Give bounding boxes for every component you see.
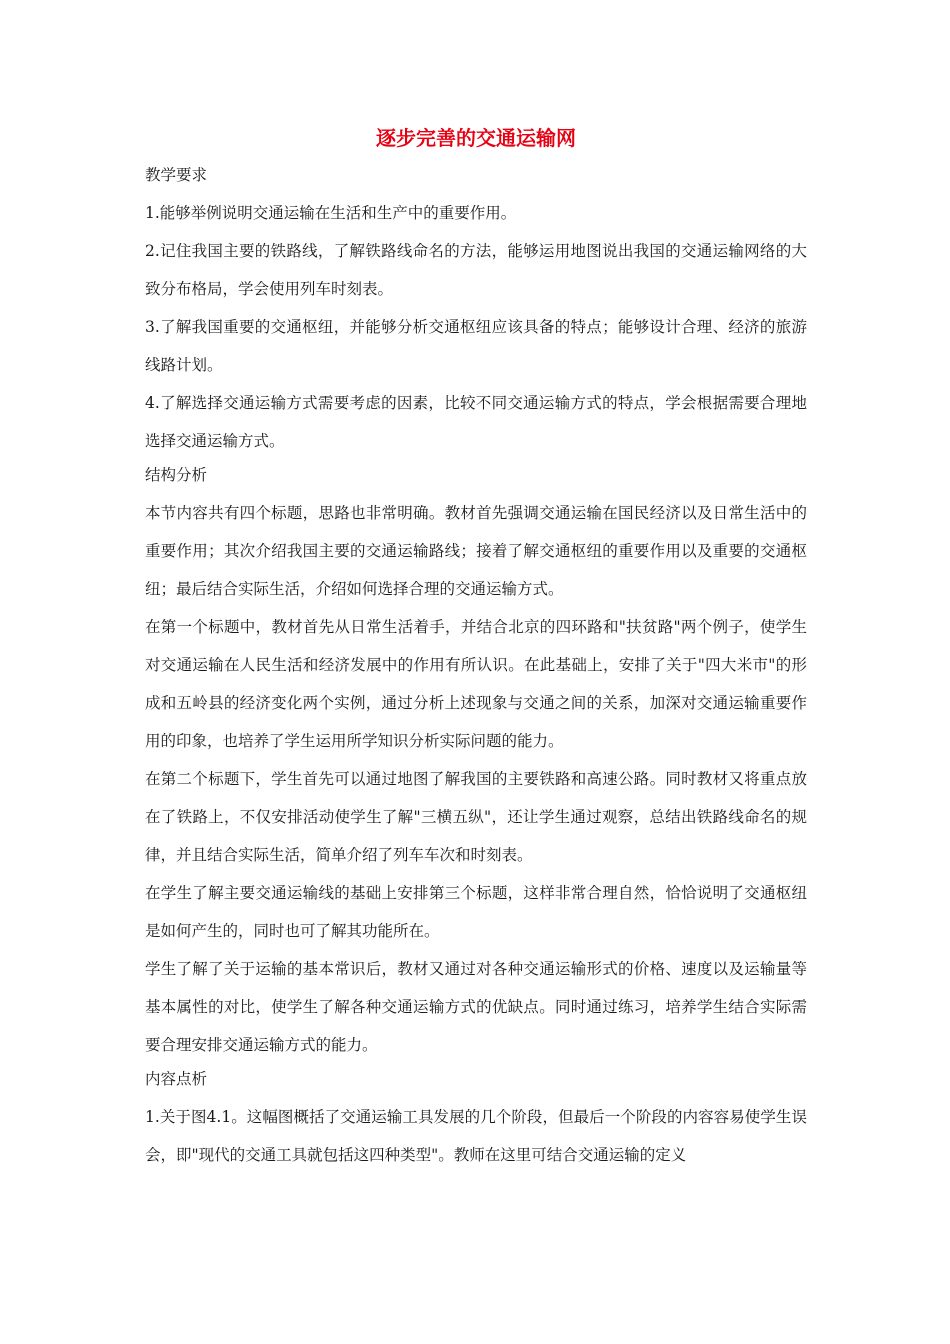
section-teaching-requirements	[145, 160, 807, 460]
paragraph: 本节内容共有四个标题，思路也非常明确。教材首先强调交通运输在国民经济以及日常生活中的重要作用；其次介绍我国主要的交通运输路线；接着了解交通枢纽的重要作用以及重要的交通枢纽；最后结合实际生活，介绍如何选择合理的交通运输方式。	[145, 504, 807, 598]
document-body	[145, 118, 807, 1174]
paragraph: 1.关于图4.1。这幅图概括了交通运输工具发展的几个阶段，但最后一个阶段的内容容易使学生误会，即"现代的交通工具就包括这四种类型"。教师在这里可结合交通运输的定义	[145, 1108, 807, 1164]
section-heading: 内容点析	[145, 1070, 208, 1088]
section-structure-analysis	[145, 460, 807, 1064]
section-heading: 结构分析	[145, 466, 208, 484]
paragraph: 3.了解我国重要的交通枢纽，并能够分析交通枢纽应该具备的特点；能够设计合理、经济的旅游线路计划。	[145, 318, 807, 374]
paragraph: 4.了解选择交通运输方式需要考虑的因素，比较不同交通运输方式的特点，学会根据需要合理地选择交通运输方式。	[145, 394, 807, 450]
paragraph: 在第二个标题下，学生首先可以通过地图了解我国的主要铁路和高速公路。同时教材又将重点放在了铁路上，不仅安排活动使学生了解"三横五纵"，还让学生通过观察，总结出铁路线命名的规律，并且结合实际生活，简单介绍了列车车次和时刻表。	[145, 770, 807, 864]
section-content-analysis	[145, 1064, 807, 1174]
document-title: 逐步完善的交通运输网	[376, 126, 576, 150]
paragraph: 1.能够举例说明交通运输在生活和生产中的重要作用。	[145, 204, 517, 222]
paragraph: 学生了解了关于运输的基本常识后，教材又通过对各种交通运输形式的价格、速度以及运输量等基本属性的对比，使学生了解各种交通运输方式的优缺点。同时通过练习，培养学生结合实际需要合理安排交通运输方式的能力。	[145, 960, 807, 1054]
paragraph: 在第一个标题中，教材首先从日常生活着手，并结合北京的四环路和"扶贫路"两个例子，使学生对交通运输在人民生活和经济发展中的作用有所认识。在此基础上，安排了关于"四大米市"的形成和五岭县的经济变化两个实例，通过分析上述现象与交通之间的关系，加深对交通运输重要作用的印象，也培养了学生运用所学知识分析实际问题的能力。	[145, 618, 807, 750]
section-heading: 教学要求	[145, 166, 208, 184]
paragraph: 在学生了解主要交通运输线的基础上安排第三个标题，这样非常合理自然，恰恰说明了交通枢纽是如何产生的，同时也可了解其功能所在。	[145, 884, 807, 940]
paragraph: 2.记住我国主要的铁路线，了解铁路线命名的方法，能够运用地图说出我国的交通运输网络的大致分布格局，学会使用列车时刻表。	[145, 242, 807, 298]
